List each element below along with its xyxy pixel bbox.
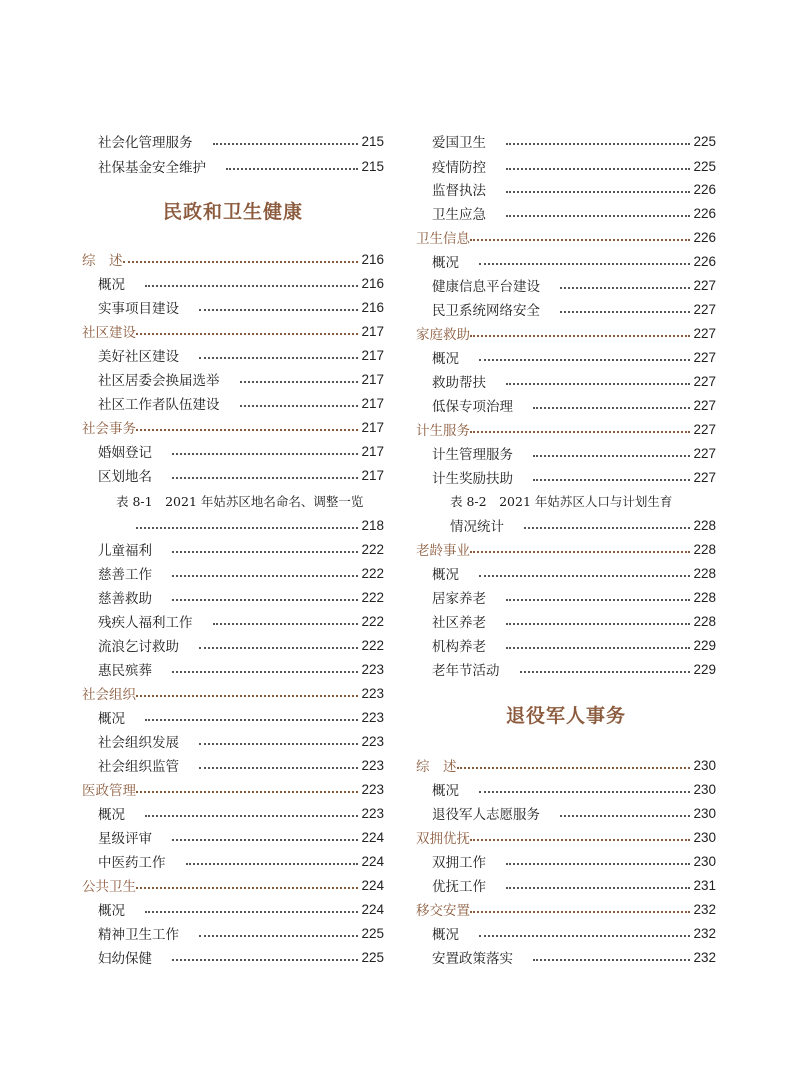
toc-page-number: 226 [693,253,716,269]
toc-entry-label: 家庭救助 [416,327,470,343]
toc-page-number: 224 [361,877,384,893]
leader-dots [506,623,690,625]
toc-entry-label: 卫生信息 [416,231,470,247]
toc-entry-label: 流浪乞讨救助 [98,639,179,655]
leader-dots [145,719,358,721]
leader-dots [199,357,358,359]
toc-page-number: 227 [693,277,716,293]
toc-entry-label: 社会组织 [82,687,136,703]
toc-entry-label: 概况 [432,567,459,583]
toc-page-number: 224 [361,901,384,917]
toc-entry-label: 区划地名 [98,469,152,485]
toc-entry[interactable] [82,922,384,944]
toc-section-entry[interactable] [82,778,384,800]
toc-page-number: 217 [361,467,384,483]
toc-entry[interactable] [82,368,384,390]
toc-entry-label: 爱国卫生 [432,135,486,151]
toc-page-number: 217 [361,443,384,459]
leader-dots [199,767,358,769]
toc-section-entry[interactable] [82,682,384,704]
leader-dots [533,959,690,961]
toc-page-number: 224 [361,829,384,845]
toc-entry-label: 优抚工作 [432,879,486,895]
toc-section-entry[interactable] [416,826,716,848]
toc-page-number: 217 [361,419,384,435]
leader-dots [479,791,690,793]
leader-dots [123,261,359,263]
toc-entry[interactable] [416,610,716,632]
toc-entry[interactable] [416,394,716,416]
toc-entry-label: 表 8-2 2021 年姑苏区人口与计划生育 [450,494,673,509]
leader-dots [136,887,358,889]
toc-entry-label: 妇幼保健 [98,951,152,967]
toc-entry[interactable] [416,778,716,800]
toc-entry-label: 老龄事业 [416,543,470,559]
leader-dots [470,335,690,337]
leader-dots [524,527,690,529]
leader-dots [506,383,690,385]
toc-entry[interactable] [82,898,384,920]
toc-entry[interactable] [416,514,716,536]
toc-entry-label: 社会事务 [82,421,136,437]
leader-dots [172,959,358,961]
toc-entry-label: 概况 [98,277,125,293]
toc-entry-label: 计生奖励扶助 [432,471,513,487]
leader-dots [506,191,690,193]
toc-section-entry[interactable] [82,416,384,438]
leader-dots [560,311,690,313]
toc-entry[interactable] [82,155,384,177]
toc-entry[interactable] [416,586,716,608]
toc-entry[interactable] [82,802,384,824]
leader-dots [172,839,358,841]
toc-page-number: 215 [361,158,384,174]
toc-entry[interactable] [82,130,384,152]
toc-entry[interactable] [82,538,384,560]
toc-page-number: 218 [361,517,384,533]
leader-dots [533,479,690,481]
toc-table-entry[interactable] [416,490,716,512]
toc-entry-label: 疫情防控 [432,160,486,176]
toc-page-number: 225 [693,133,716,149]
toc-page-number: 227 [693,373,716,389]
leader-dots [199,647,358,649]
toc-page-number: 227 [693,469,716,485]
toc-entry[interactable] [82,946,384,968]
toc-entry-label: 慈善救助 [98,591,152,607]
toc-entry-label: 美好社区建设 [98,349,179,365]
toc-section-entry[interactable] [82,874,384,896]
toc-entry-label: 精神卫生工作 [98,927,179,943]
toc-entry[interactable] [416,634,716,656]
toc-page-number: 227 [693,301,716,317]
toc-entry-label: 实事项目建设 [98,301,179,317]
toc-entry-label: 中医药工作 [98,855,166,871]
toc-entry[interactable] [82,826,384,848]
toc-page-number: 232 [693,901,716,917]
leader-dots [457,767,691,769]
toc-entry-label: 民卫系统网络安全 [432,303,540,319]
toc-page-number: 216 [361,275,384,291]
toc-entry[interactable] [82,850,384,872]
toc-entry[interactable] [82,440,384,462]
toc-entry-label: 社会化管理服务 [98,135,193,151]
toc-page-number: 228 [693,565,716,581]
toc-entry-label: 计生管理服务 [432,447,513,463]
toc-entry[interactable] [416,178,716,200]
toc-page-number: 229 [693,637,716,653]
leader-dots [145,285,358,287]
toc-entry-label: 儿童福利 [98,543,152,559]
toc-entry-label: 概况 [98,903,125,919]
toc-entry-label: 情况统计 [450,519,504,535]
toc-entry[interactable] [82,658,384,680]
toc-entry[interactable] [416,274,716,296]
toc-entry[interactable] [82,296,384,318]
toc-entry[interactable] [82,610,384,632]
toc-entry-label: 概况 [98,711,125,727]
leader-dots [172,575,358,577]
toc-page-number: 216 [361,299,384,315]
toc-page-number: 225 [361,925,384,941]
toc-page-number: 223 [361,781,384,797]
toc-entry-label: 概况 [432,255,459,271]
leader-dots [470,839,690,841]
toc-entry-label: 居家养老 [432,591,486,607]
toc-entry[interactable] [416,658,716,680]
toc-entry-label: 医政管理 [82,783,136,799]
leader-dots [506,863,690,865]
toc-page-number: 223 [361,733,384,749]
toc-table-entry[interactable] [82,490,384,512]
toc-entry[interactable] [416,130,716,152]
leader-dots [506,887,690,889]
leader-dots [479,935,690,937]
toc-entry[interactable] [82,514,384,536]
toc-entry-label: 表 8-1 2021 年姑苏区地名命名、调整一览 [116,494,364,509]
toc-entry-label: 社区建设 [82,325,136,341]
toc-entry-label: 概况 [432,783,459,799]
toc-page-number: 227 [693,445,716,461]
toc-entry-label: 综 述 [82,253,123,269]
leader-dots [506,143,690,145]
toc-entry[interactable] [416,442,716,464]
leader-dots [199,935,358,937]
toc-page-number: 226 [693,229,716,245]
leader-dots [213,143,359,145]
toc-page-number: 227 [693,421,716,437]
toc-page-number: 217 [361,323,384,339]
leader-dots [199,743,358,745]
toc-entry[interactable] [82,464,384,486]
toc-entry[interactable] [416,250,716,272]
toc-entry-label: 双拥工作 [432,855,486,871]
toc-page-number: 222 [361,637,384,653]
toc-entry-label: 残疾人福利工作 [98,615,193,631]
leader-dots [533,407,690,409]
leader-dots [506,647,690,649]
leader-dots [520,671,691,673]
toc-entry-label: 概况 [432,351,459,367]
toc-entry-label: 综 述 [416,759,457,775]
toc-section-entry[interactable] [416,418,716,440]
toc-page-number: 226 [693,181,716,197]
toc-entry-label: 社保基金安全维护 [98,160,206,176]
section-heading: 民政和卫生健康 [162,201,303,223]
leader-dots [470,431,690,433]
toc-page-number: 227 [693,349,716,365]
toc-entry[interactable] [82,754,384,776]
toc-section-entry[interactable] [416,754,716,776]
toc-entry[interactable] [416,298,716,320]
toc-entry-label: 慈善工作 [98,567,152,583]
toc-entry-label: 卫生应急 [432,207,486,223]
toc-entry[interactable] [416,346,716,368]
toc-entry-label: 移交安置 [416,903,470,919]
leader-dots [186,863,359,865]
toc-page-number: 223 [361,805,384,821]
toc-entry[interactable] [82,634,384,656]
toc-page-number: 223 [361,685,384,701]
leader-dots [240,405,359,407]
toc-page-number: 224 [361,853,384,869]
toc-page-number: 223 [361,757,384,773]
leader-dots [172,551,358,553]
toc-page-number: 229 [693,661,716,677]
toc-page-number: 222 [361,613,384,629]
toc-entry-label: 安置政策落实 [432,951,513,967]
toc-section-entry[interactable] [416,322,716,344]
leader-dots [479,359,690,361]
toc-page-number: 232 [693,949,716,965]
toc-entry-label: 救助帮扶 [432,375,486,391]
leader-dots [533,455,690,457]
toc-entry[interactable] [82,706,384,728]
leader-dots [172,599,358,601]
leader-dots [506,168,690,170]
toc-page-number: 228 [693,589,716,605]
toc-section-entry[interactable] [416,898,716,920]
toc-entry-label: 机构养老 [432,639,486,655]
leader-dots [145,815,358,817]
toc-entry[interactable] [416,562,716,584]
leader-dots [560,287,690,289]
toc-entry[interactable] [416,802,716,824]
leader-dots [145,911,358,913]
toc-page-number: 230 [693,805,716,821]
toc-entry[interactable] [82,730,384,752]
toc-page-number: 217 [361,371,384,387]
toc-entry-label: 惠民殡葬 [98,663,152,679]
leader-dots [172,671,358,673]
toc-entry-label: 社区养老 [432,615,486,631]
toc-entry-label: 概况 [98,807,125,823]
leader-dots [470,239,690,241]
toc-entry-label: 概况 [432,927,459,943]
leader-dots [479,263,690,265]
leader-dots [136,429,358,431]
toc-page-number: 230 [693,853,716,869]
toc-page-number: 215 [361,133,384,149]
toc-page-number: 230 [693,829,716,845]
toc-section-entry[interactable] [416,226,716,248]
toc-page-number: 216 [361,251,384,267]
toc-entry[interactable] [82,562,384,584]
toc-page-number: 232 [693,925,716,941]
toc-page-number: 222 [361,541,384,557]
toc-page-number: 226 [693,205,716,221]
leader-dots [172,453,358,455]
toc-entry[interactable] [416,922,716,944]
toc-entry-label: 社区工作者队伍建设 [98,397,220,413]
toc-entry[interactable] [82,272,384,294]
leader-dots [136,791,358,793]
toc-entry-label: 计生服务 [416,423,470,439]
leader-dots [506,599,690,601]
leader-dots [470,911,690,913]
toc-entry-label: 社区居委会换届选举 [98,373,220,389]
leader-dots [226,168,358,170]
toc-page-number: 217 [361,347,384,363]
leader-dots [199,309,358,311]
toc-entry-label: 公共卫生 [82,879,136,895]
leader-dots [136,333,358,335]
toc-entry-label: 低保专项治理 [432,399,513,415]
leader-dots [136,527,358,529]
toc-entry[interactable] [82,586,384,608]
toc-entry[interactable] [416,466,716,488]
toc-section-entry[interactable] [82,248,384,270]
toc-section-entry[interactable] [82,320,384,342]
toc-page-number: 225 [693,158,716,174]
toc-page-number: 217 [361,395,384,411]
leader-dots [240,381,359,383]
toc-entry-label: 星级评审 [98,831,152,847]
toc-entry[interactable] [416,850,716,872]
toc-entry-label: 退役军人志愿服务 [432,807,540,823]
toc-page-number: 227 [693,325,716,341]
toc-page-number: 228 [693,517,716,533]
toc-entry[interactable] [416,202,716,224]
toc-entry[interactable] [416,946,716,968]
leader-dots [213,623,359,625]
toc-page-number: 225 [361,949,384,965]
toc-page-number: 228 [693,541,716,557]
toc-page-number: 223 [361,661,384,677]
toc-entry-label: 社会组织发展 [98,735,179,751]
toc-entry-label: 老年节活动 [432,663,500,679]
toc-page-number: 227 [693,397,716,413]
leader-dots [506,215,690,217]
toc-entry-label: 监督执法 [432,183,486,199]
leader-dots [136,695,358,697]
toc-page-number: 231 [693,877,716,893]
toc-entry[interactable] [416,155,716,177]
toc-entry-label: 婚姻登记 [98,445,152,461]
toc-page-number: 230 [693,781,716,797]
toc-page-number: 230 [693,757,716,773]
toc-entry[interactable] [416,370,716,392]
toc-entry[interactable] [416,874,716,896]
leader-dots [479,575,690,577]
toc-page-number: 222 [361,589,384,605]
toc-page-number: 228 [693,613,716,629]
toc-page-number: 222 [361,565,384,581]
leader-dots [470,551,690,553]
leader-dots [172,477,358,479]
toc-entry[interactable] [82,344,384,366]
toc-entry-label: 健康信息平台建设 [432,279,540,295]
toc-entry-label: 双拥优抚 [416,831,470,847]
section-heading: 退役军人事务 [505,705,626,727]
toc-page-number: 223 [361,709,384,725]
toc-section-entry[interactable] [416,538,716,560]
toc-entry[interactable] [82,392,384,414]
leader-dots [560,815,690,817]
toc-entry-label: 社会组织监管 [98,759,179,775]
